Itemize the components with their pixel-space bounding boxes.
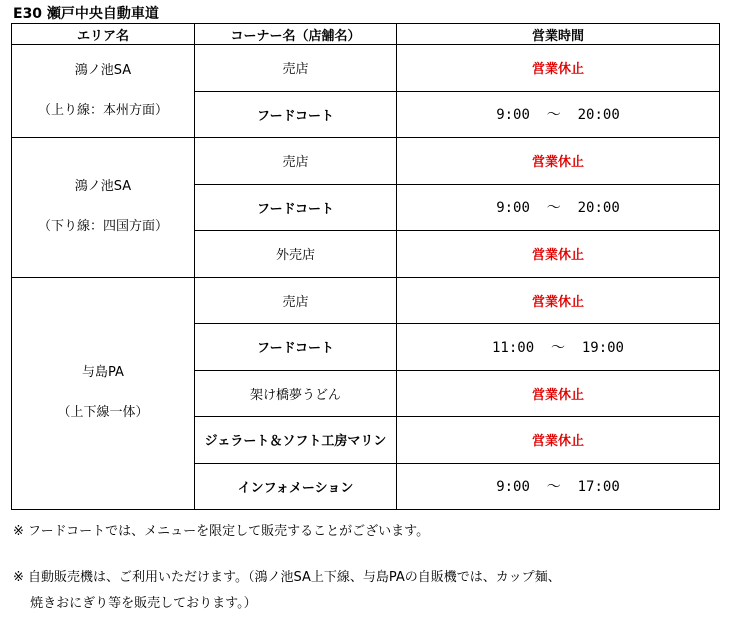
area-cell	[12, 277, 195, 510]
note-vending-line1: ※ 自動販売機は、ご利用いただけます。（鴻ノ池SA上下線、与島PAの自販機では、カップ麺、	[13, 570, 561, 585]
corner-name: フードコート	[195, 91, 397, 138]
table-header-row	[12, 24, 720, 45]
area-direction: （下り線：四国方面）	[37, 219, 168, 235]
area-name: 鴻ノ池SA	[74, 179, 132, 195]
note-vending-line2: 焼きおにぎり等を販売しております。）	[13, 596, 257, 611]
business-hours: 9:00 ～ 20:00	[397, 91, 720, 138]
page-title: E30 瀬戸中央自動車道	[13, 6, 159, 22]
corner-name: 売店	[195, 45, 397, 92]
area-direction: （上り線：本州方面）	[37, 103, 168, 118]
status-closed: 営業休止	[397, 45, 720, 92]
table-body	[12, 45, 720, 510]
corner-name: インフォメーション	[195, 463, 397, 510]
status-closed: 営業休止	[397, 277, 720, 324]
business-hours: 9:00 ～ 17:00	[397, 463, 720, 510]
corner-name: 売店	[195, 277, 397, 324]
header-corner: コーナー名（店舗名）	[195, 24, 397, 45]
corner-name: 外売店	[195, 231, 397, 278]
area-direction: （上下線一体）	[57, 405, 149, 421]
area-cell	[12, 138, 195, 278]
area-name: 鴻ノ池SA	[74, 63, 132, 78]
corner-name: ジェラート＆ソフト工房マリン	[195, 417, 397, 464]
corner-name: 架け橋夢うどん	[195, 370, 397, 417]
note-food-court: ※ フードコートでは、メニューを限定して販売することがございます。	[13, 524, 430, 539]
corner-name: 売店	[195, 138, 397, 185]
status-closed: 営業休止	[397, 417, 720, 464]
business-hours-table	[11, 23, 720, 510]
corner-name: フードコート	[195, 324, 397, 371]
business-hours: 11:00 ～ 19:00	[397, 324, 720, 371]
table-row	[12, 138, 720, 185]
area-cell	[12, 45, 195, 138]
table-row	[12, 277, 720, 324]
status-closed: 営業休止	[397, 138, 720, 185]
status-closed: 営業休止	[397, 370, 720, 417]
header-hours: 営業時間	[397, 24, 720, 45]
area-name: 与島PA	[82, 365, 124, 381]
header-area: エリア名	[12, 24, 195, 45]
business-hours: 9:00 ～ 20:00	[397, 184, 720, 231]
table-row	[12, 45, 720, 92]
status-closed: 営業休止	[397, 231, 720, 278]
corner-name: フードコート	[195, 184, 397, 231]
